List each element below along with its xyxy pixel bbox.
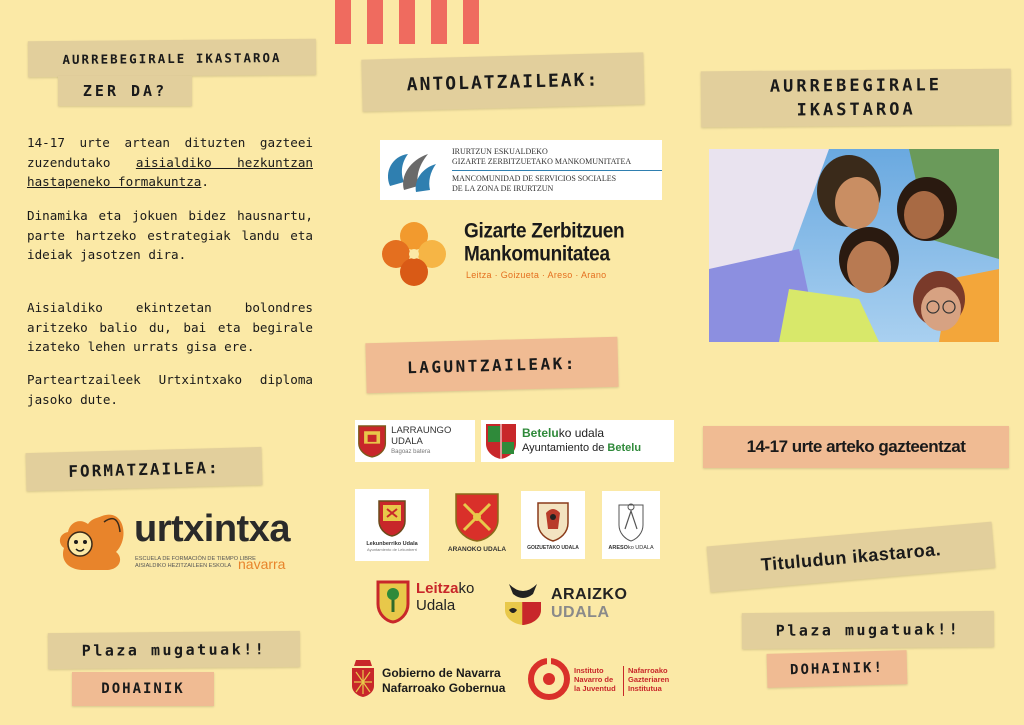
group-photo — [709, 149, 999, 342]
top-stripe — [335, 0, 351, 44]
squirrel-icon — [54, 508, 130, 574]
paragraph-intro: 14-17 urte artean dituzten gazteei zuzendutako aisialdiko hezkuntzan hastapeneko formakuntza. — [27, 135, 313, 189]
tape-plaza-left: Plaza mugatuak!! — [48, 631, 300, 669]
betelu-logo: Beteluko udala Ayuntamiento de Betelu — [481, 420, 674, 462]
shield-icon — [357, 422, 387, 460]
gobierno-navarra-logo: Gobierno de Navarra Nafarroako Gobernua — [350, 656, 526, 702]
urtxintxa-wordmark: urtxintxa — [134, 508, 290, 550]
paragraph-diploma: Parteartzaileek Urtxintxako diploma jasoko dute. — [27, 372, 313, 407]
gizarte-title: Gizarte Zerbitzuen Mankomunitatea — [464, 220, 625, 267]
lekunberri-logo: Lekunberriko Udala Ayuntamiento de Lekunberri — [355, 489, 429, 561]
shield-icon — [454, 492, 500, 542]
top-stripe — [399, 0, 415, 44]
top-stripe — [431, 0, 447, 44]
araiz-logo: ARAIZKO UDALA — [503, 580, 653, 630]
irurtzun-divider — [452, 170, 662, 171]
tape-aurrebegirale-small: AURREBEGIRALE IKASTAROA — [28, 39, 316, 78]
inj-emblem-icon — [528, 658, 570, 700]
tape-dohainik-right: DOHAINIK! — [767, 650, 908, 688]
shield-icon — [503, 580, 543, 626]
aranoko-logo: ARANOKO UDALA — [447, 492, 507, 560]
instituto-juventud-logo: Instituto Navarro de la Juventud Nafarroako Gazteriaren Institutua — [528, 656, 674, 704]
tape-antolatzaileak: ANTOLATZAILEAK: — [361, 52, 644, 111]
shield-icon — [484, 422, 518, 460]
tape-age-range: 14-17 urte arteko gazteentzat — [703, 426, 1009, 468]
shield-icon — [534, 499, 572, 543]
gizarte-zerbitzuen-logo — [380, 218, 630, 288]
aresoko-logo: ARESOko UDALA — [602, 491, 660, 559]
tape-plaza-right: Plaza mugatuak!! — [742, 611, 994, 649]
photo-illustration — [709, 149, 999, 342]
irurtzun-emblem-icon — [382, 142, 442, 198]
shield-icon — [377, 499, 407, 537]
urtxintxa-subtitle: ESCUELA DE FORMACIÓN DE TIEMPO LIBRE AISIALDIKO HEZITZAILEEN ESKOLA — [135, 556, 256, 569]
tape-dohainik-left: DOHAINIK — [72, 672, 214, 706]
tape-zer-da: ZER DA? — [58, 76, 192, 106]
tape-laguntzaileak: LAGUNTZAILEAK: — [365, 337, 618, 394]
urtxintxa-navarra: navarra — [238, 556, 286, 572]
tape-tituludun: Tituludun ikastaroa. — [707, 522, 996, 593]
leitza-logo: Leitzako Udala — [376, 580, 496, 628]
larraungo-logo: LARRAUNGO UDALA Bagoaz batera — [355, 420, 475, 462]
tape-formatzailea: FORMATZAILEA: — [26, 447, 263, 491]
tape-title-right: AURREBEGIRALE IKASTAROA — [701, 69, 1011, 128]
urtxintxa-logo — [54, 508, 290, 576]
irurtzun-logo: IRURTZUN ESKUALDEKO GIZARTE ZERBITZUETAKO MANKOMUNITATEA MANCOMUNIDAD DE SERVICIOS SOCIALES DE LA ZONA DE IRURTZUN — [380, 140, 662, 200]
underlined-course-link: aisialdiko hezkuntzan hastapeneko formakuntza — [27, 154, 313, 189]
goizuetako-logo: GOIZUETAKO UDALA — [521, 491, 585, 559]
flower-icon — [380, 220, 448, 288]
gizarte-towns: Leitza · Goizueta · Areso · Arano — [466, 270, 607, 280]
top-stripe — [367, 0, 383, 44]
paragraph-aisialdiko: Aisialdiko ekintzetan bolondres aritzeko balio du, bai eta begirale izateko lehen urrats gisa ere. — [27, 300, 313, 354]
navarra-shield-icon — [350, 658, 376, 698]
inj-divider — [623, 666, 624, 696]
paragraph-dinamika: Dinamika eta jokuen bidez hausnartu, parte hartzeko estrategiak landu eta ideiak jasotzen dira. — [27, 208, 313, 262]
shield-icon — [615, 499, 647, 543]
shield-icon — [376, 580, 410, 624]
top-stripe — [463, 0, 479, 44]
